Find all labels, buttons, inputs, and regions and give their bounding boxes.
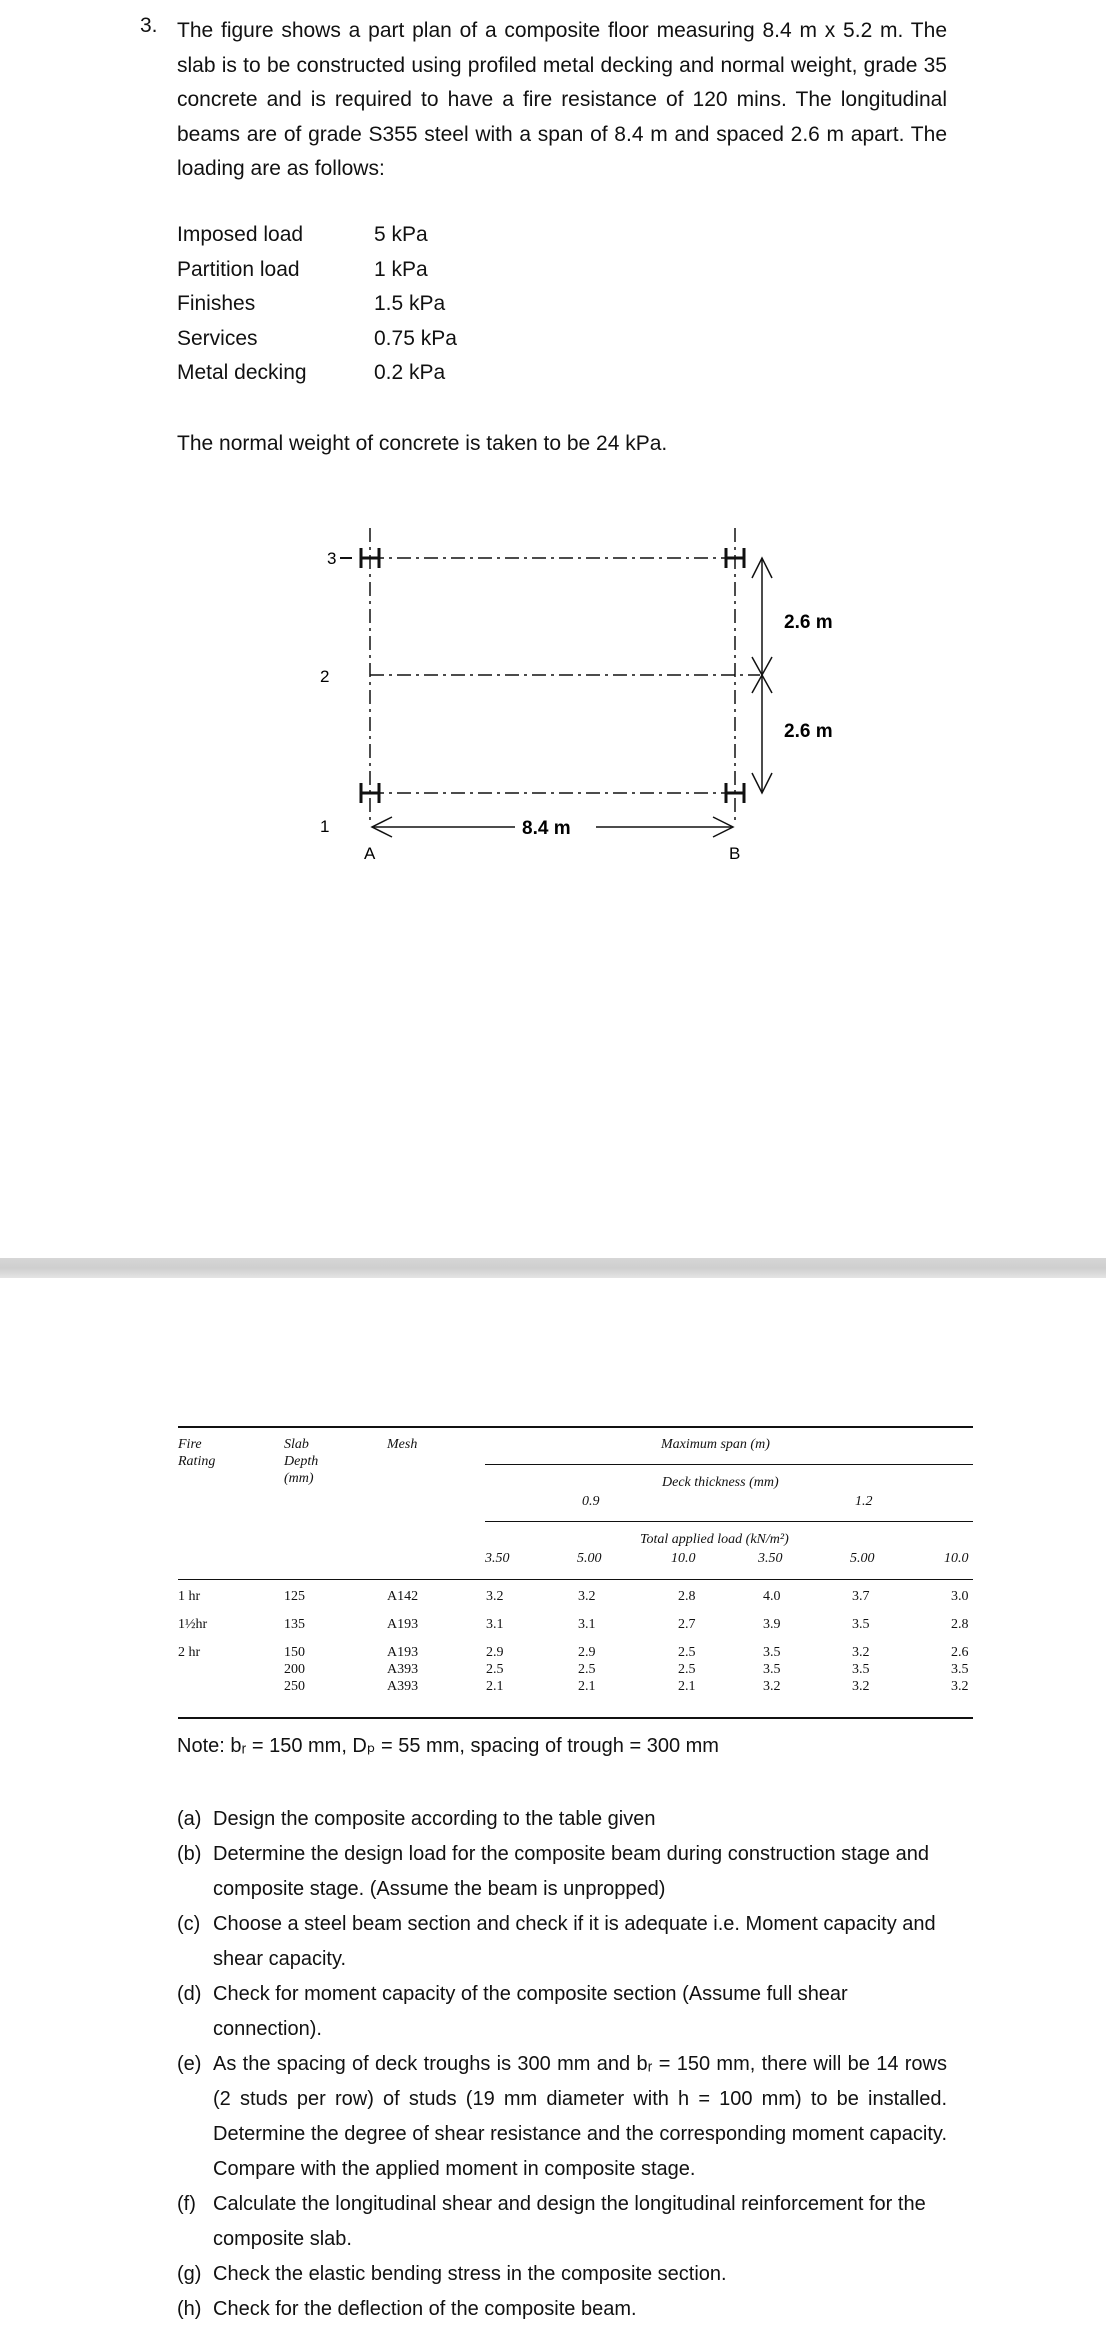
part-label: (a) (177, 1808, 202, 1830)
cell-span: 3.9 (763, 1617, 781, 1632)
header-slab-depth: Slab Depth (mm) (284, 1437, 319, 1486)
table-rule (485, 1464, 973, 1465)
header-load: 3.50 (758, 1551, 783, 1566)
cell-depth: 135 (284, 1617, 305, 1632)
cell-fire: 1 hr (178, 1589, 201, 1604)
load-value: 5 kPa (374, 223, 428, 246)
part-text: Determine the design load for the composite beam during construction stage and composite stage. (Assume the beam is unpropped) (213, 1843, 929, 1900)
cell-span: 3.5 3.5 3.2 (763, 1645, 781, 1694)
table-note: Note: bᵣ = 150 mm, Dₚ = 55 mm, spacing of trough = 300 mm (177, 1735, 719, 1757)
part-label: (d) (177, 1983, 202, 2005)
load-value: 0.75 kPa (374, 326, 457, 350)
table-rule (485, 1521, 973, 1522)
part-text: Check for moment capacity of the composite section (Assume full shear connection). (213, 1983, 848, 2040)
cell-span: 2.9 2.5 2.1 (486, 1645, 504, 1694)
cell-depth: 125 (284, 1589, 305, 1604)
dimension-span-label: 8.4 m (522, 818, 571, 839)
list-item (177, 1977, 947, 2047)
header-load: 3.50 (485, 1551, 510, 1566)
cell-span: 3.5 (852, 1617, 870, 1632)
cell-span: 3.1 (486, 1617, 504, 1632)
grid-row-label: 3 (327, 549, 337, 568)
header-deck-12: 1.2 (855, 1494, 873, 1509)
concrete-note: The normal weight of concrete is taken to be 24 kPa. (177, 432, 668, 455)
list-item (177, 1907, 947, 1977)
list-item (177, 2257, 947, 2292)
page-separator (0, 1258, 1106, 1278)
table-bottom-rule (178, 1717, 973, 1719)
cell-fire: 1½hr (178, 1617, 208, 1632)
cell-span: 2.8 (678, 1589, 696, 1604)
load-label: Finishes (177, 292, 256, 315)
cell-span: 3.2 (578, 1589, 596, 1604)
part-text: Check for the deflection of the composite beam. (213, 2298, 637, 2320)
load-label: Imposed load (177, 223, 304, 246)
load-row (177, 361, 457, 396)
header-deck-09: 0.9 (582, 1494, 600, 1509)
header-load: 5.00 (850, 1551, 875, 1566)
cell-span: 4.0 (763, 1589, 781, 1604)
part-text: Check the elastic bending stress in the composite section. (213, 2263, 727, 2285)
part-text: As the spacing of deck troughs is 300 mm and bᵣ = 150 mm, there will be 14 rows (2 studs per row) of studs (19 mm diameter with h = 100 mm) to be installed. Determine the degree of shear resistance and the corresponding moment capacity. Compare with the applied moment in composite stage. (213, 2053, 947, 2180)
table-top-rule (178, 1426, 973, 1428)
question-text: The figure shows a part plan of a composite floor measuring 8.4 m x 5.2 m. The slab is to be constructed using profiled metal decking and normal weight, grade 35 concrete and is required to have a fire resistance of 120 mins. The longitudinal beams are of grade S355 steel with a span of 8.4 m and spaced 2.6 m apart. The loading are as follows: (177, 19, 947, 180)
header-load: 10.0 (944, 1551, 969, 1566)
header-total-load: Total applied load (kN/m²) (640, 1532, 789, 1547)
cell-mesh: A142 (387, 1589, 419, 1604)
cell-mesh: A193 A393 A393 (387, 1645, 419, 1694)
load-row (177, 327, 457, 362)
grid-row-label: 2 (320, 667, 330, 686)
dimension-spacing-label: 2.6 m (784, 612, 833, 633)
part-text: Calculate the longitudinal shear and design the longitudinal reinforcement for the composite slab. (213, 2193, 926, 2250)
load-row (177, 258, 457, 293)
load-value: 0.2 kPa (374, 361, 446, 384)
cell-mesh: A193 (387, 1617, 419, 1632)
header-mesh: Mesh (387, 1437, 418, 1452)
cell-span: 2.8 (951, 1617, 969, 1632)
load-label: Metal decking (177, 361, 307, 384)
part-text: Design the composite according to the table given (213, 1808, 656, 1830)
list-item (177, 1802, 947, 1837)
list-item (177, 2292, 947, 2327)
load-row (177, 292, 457, 327)
cell-span: 2.9 2.5 2.1 (578, 1645, 596, 1694)
header-load: 5.00 (577, 1551, 602, 1566)
load-value: 1.5 kPa (374, 292, 446, 315)
cell-span: 3.2 (486, 1589, 504, 1604)
grid-col-label: B (729, 844, 741, 863)
part-text: Choose a steel beam section and check if it is adequate i.e. Moment capacity and shear capacity. (213, 1913, 936, 1970)
load-row (177, 223, 457, 258)
floor-plan-figure (0, 520, 1106, 880)
loads-list (177, 223, 457, 396)
cell-depth: 150 200 250 (284, 1645, 305, 1694)
question-parts (177, 1802, 947, 2327)
dimension-spacing-label: 2.6 m (784, 721, 833, 742)
cell-fire: 2 hr (178, 1645, 201, 1660)
part-label: (b) (177, 1843, 202, 1865)
load-label: Partition load (177, 257, 300, 281)
load-value: 1 kPa (374, 257, 428, 281)
list-item (177, 2047, 947, 2187)
grid-row-label: 1 (320, 817, 330, 836)
part-label: (c) (177, 1913, 201, 1935)
part-label: (f) (177, 2193, 196, 2215)
header-deck-thickness: Deck thickness (mm) (662, 1475, 779, 1490)
cell-span: 2.5 2.5 2.1 (678, 1645, 696, 1694)
header-fire-rating: Fire Rating (178, 1437, 216, 1469)
cell-span: 2.6 3.5 3.2 (951, 1645, 969, 1694)
cell-span: 3.2 3.5 3.2 (852, 1645, 870, 1694)
cell-span: 3.7 (852, 1589, 870, 1604)
cell-span: 2.7 (678, 1617, 696, 1632)
list-item (177, 1837, 947, 1907)
cell-span: 3.0 (951, 1589, 969, 1604)
load-label: Services (177, 326, 258, 350)
page-2 (0, 1278, 1106, 2335)
list-item (177, 2187, 947, 2257)
header-max-span: Maximum span (m) (661, 1437, 770, 1452)
part-label: (g) (177, 2263, 202, 2285)
table-header-rule (178, 1579, 973, 1580)
part-label: (e) (177, 2053, 202, 2075)
header-load: 10.0 (671, 1551, 696, 1566)
cell-span: 3.1 (578, 1617, 596, 1632)
grid-col-label: A (364, 844, 376, 863)
question-number: 3. (140, 14, 158, 37)
part-label: (h) (177, 2298, 202, 2320)
